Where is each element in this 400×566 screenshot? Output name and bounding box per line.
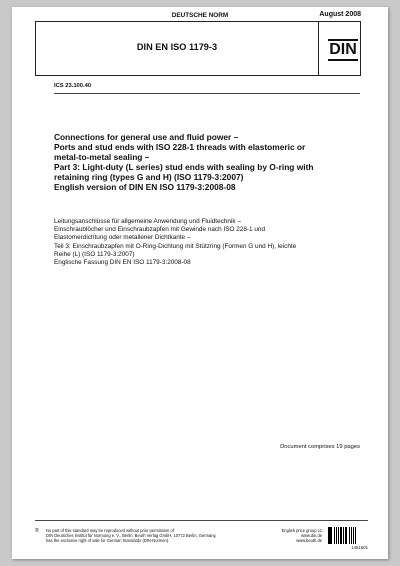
header-box	[35, 21, 361, 76]
top-line	[12, 7, 388, 21]
copyright-line: No part of this standard may be reproduced without prior permission of	[46, 528, 174, 533]
norm-label: DEUTSCHE NORM	[171, 12, 229, 19]
din-website: www.din.de	[301, 533, 322, 538]
barcode	[328, 527, 368, 544]
german-title-line: Teil 3: Einschraubzapfen mit O-Ring-Dichtung mit Stützring (Formen G und H), leichte	[54, 242, 297, 250]
standard-number: DIN EN ISO 1179-3	[136, 42, 218, 52]
german-title	[54, 218, 364, 267]
german-title-line: Englische Fassung DIN EN ISO 1179-3:2008-08	[54, 259, 191, 267]
footer-rule	[35, 520, 368, 521]
registered-mark: ®	[35, 528, 39, 534]
divider-rule	[54, 93, 360, 94]
footer	[35, 525, 368, 559]
german-title-line: Einschraublöcher und Einschraubzapfen mit Gewinde nach ISO 228-1 und	[54, 226, 266, 234]
english-title-line: Part 3: Light-duty (L series) stud ends with sealing by O-ring with	[54, 162, 314, 172]
copyright-notice	[46, 528, 246, 543]
price-and-links	[282, 528, 322, 543]
english-title-line: metal-to-metal sealing –	[54, 152, 150, 162]
header-divider	[318, 22, 319, 75]
document-code: 1451601	[351, 545, 368, 550]
page-count: Document comprises 19 pages	[280, 444, 360, 450]
logo-text: DIN	[329, 41, 357, 58]
copyright-line: has the exclusive right of sale for German Standards (DIN-Normen).	[46, 538, 170, 543]
ics-code: ICS 23.100.40	[54, 83, 92, 89]
german-title-line: Leitungsanschlüsse für allgemeine Anwendung und Fluidtechnik –	[54, 218, 241, 225]
standard-cover-page	[12, 7, 388, 559]
english-title	[54, 132, 354, 192]
copyright-line: DIN Deutsches Institut für Normung e. V., Berlin. Beuth Verlag GmbH, 10772 Berlin, Germany,	[46, 533, 217, 538]
price-group: English price group 11	[281, 528, 322, 533]
beuth-website: www.beuth.de	[296, 538, 322, 543]
english-title-line: Connections for general use and fluid power –	[54, 132, 239, 142]
english-title-line: Ports and stud ends with ISO 228-1 threads with elastomeric or	[54, 142, 306, 152]
german-title-line: Reihe (L) (ISO 1179-3:2007)	[54, 250, 135, 258]
english-title-line: retaining ring (types G and H) (ISO 1179-3:2007)	[54, 172, 244, 182]
barcode-gap	[356, 527, 358, 544]
logo-bottom-bar	[328, 59, 358, 61]
english-title-line: English version of DIN EN ISO 1179-3:2008-08	[54, 182, 236, 192]
german-title-line: Elastomerdichtung oder metallener Dichtkante –	[54, 234, 191, 242]
publication-date: August 2008	[319, 11, 361, 18]
din-logo	[328, 39, 358, 61]
